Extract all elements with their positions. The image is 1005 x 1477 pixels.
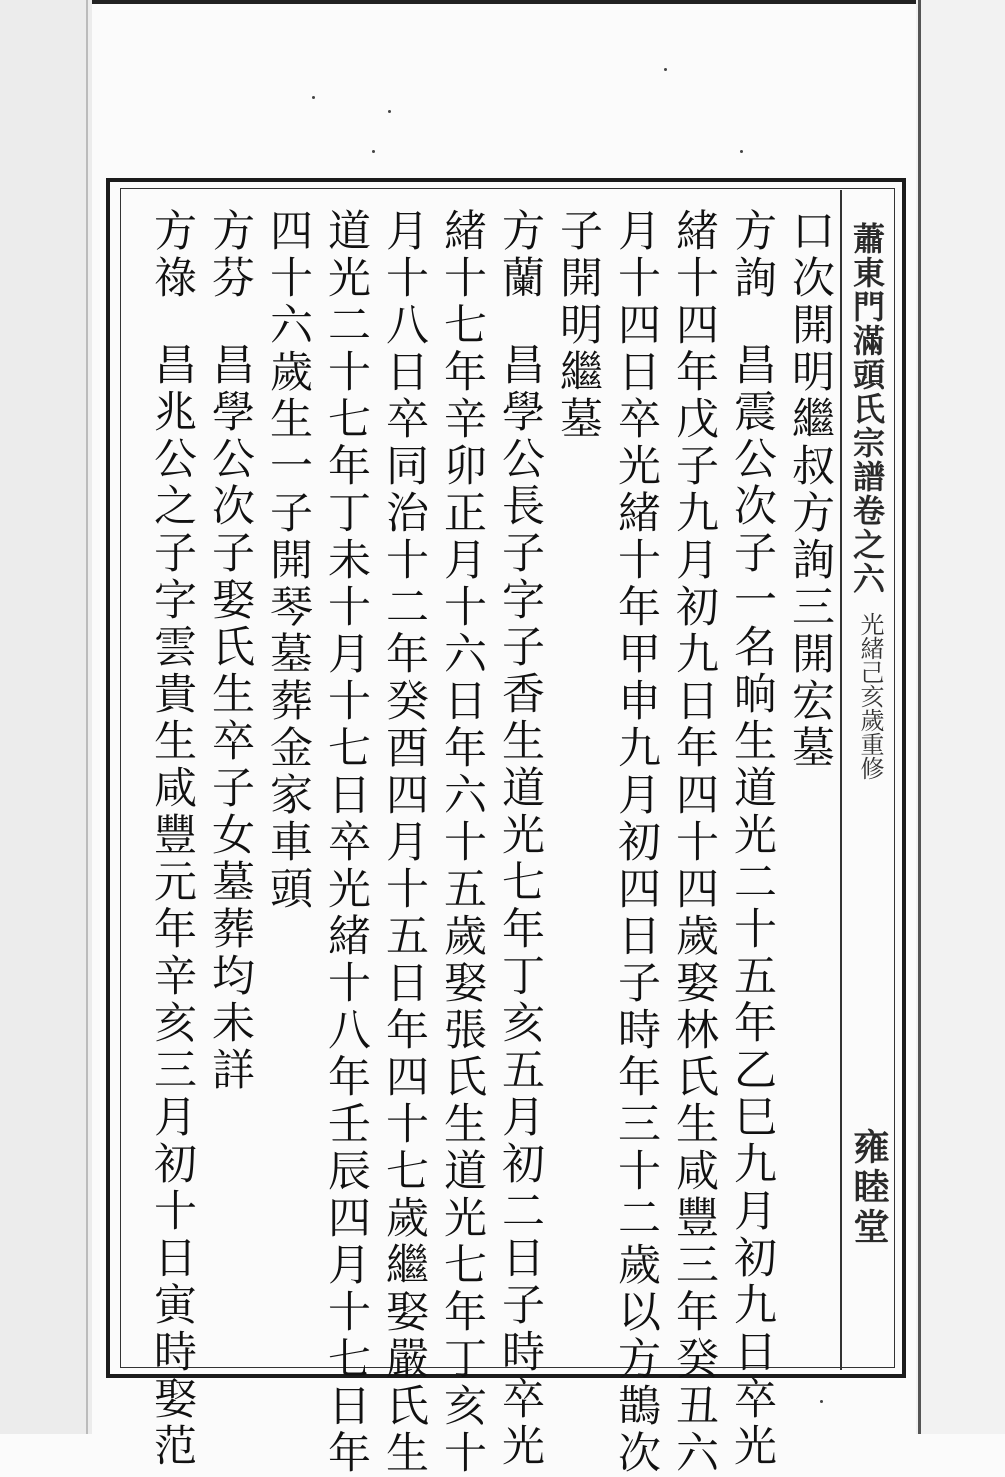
right-margin: [916, 0, 1005, 1434]
column-text: 月十四日卒光緒十年甲申九月初四日子時年三十二歲以方鵲次: [611, 208, 661, 1477]
text-column-11: [202, 208, 258, 1358]
text-column-8: [376, 208, 432, 1477]
text-column-9: [318, 208, 374, 1477]
scan-speck: [664, 68, 667, 71]
scan-speck: [740, 150, 743, 153]
text-column-4: [608, 208, 664, 1477]
column-text: 昌學公長子字子香生道光七年丁亥五月初二日子時卒光: [495, 342, 545, 1470]
person-name: 方詢: [727, 208, 777, 302]
scan-speck: [312, 96, 315, 99]
scan-speck: [820, 1400, 823, 1403]
column-text: 緒十四年戊子九月初九日年四十四歲娶林氏生咸豐三年癸丑六: [669, 208, 719, 1477]
right-edge-line: [918, 0, 921, 1434]
column-text: 緒十七年辛卯正月十六日年六十五歲娶張氏生道光七年丁亥十: [437, 208, 487, 1477]
column-text: 昌兆公之子字雲貴生咸豐元年辛亥三月初十日寅時娶范: [147, 342, 197, 1470]
text-column-6: [492, 208, 548, 1470]
text-column-3: [666, 208, 722, 1477]
running-title: 蕭東門滿頭氏宗譜卷之六: [848, 222, 886, 596]
text-column-12: [144, 208, 200, 1470]
person-name: 方祿: [147, 208, 197, 302]
column-text: 四十六歲生一子開琴墓葬金家車頭: [263, 208, 313, 913]
left-margin: [0, 0, 92, 1434]
column-text: 昌震公次子一名晌生道光二十五年乙巳九月初九日卒光: [727, 342, 777, 1470]
hall-name: 雍睦堂: [848, 1128, 890, 1248]
column-text: 昌學公次子娶氏生卒子女墓葬均未詳: [205, 342, 255, 1094]
binding-line: [86, 0, 88, 1434]
column-text: 子開明繼墓: [553, 208, 603, 443]
top-border: [0, 0, 1005, 4]
repair-note: 光緒己亥歲重修: [856, 612, 884, 780]
text-column-5: [550, 208, 606, 1358]
text-column-1: [782, 208, 838, 1358]
person-name: 方蘭: [495, 208, 545, 302]
column-text: 道光二十七年丁未十月十七日卒光緒十八年壬辰四月十七日年: [321, 208, 371, 1477]
column-text: 口次開明繼叔方詢三開宏墓: [785, 208, 835, 772]
scan-speck: [372, 150, 375, 153]
scan-speck: [388, 110, 391, 113]
text-column-10: [260, 208, 316, 1358]
text-column-2: [724, 208, 780, 1470]
person-name: 方芬: [205, 208, 255, 302]
text-column-7: [434, 208, 490, 1477]
column-text: 月十八日卒同治十二年癸酉四月十五日年四十七歲繼娶嚴氏生: [379, 208, 429, 1477]
